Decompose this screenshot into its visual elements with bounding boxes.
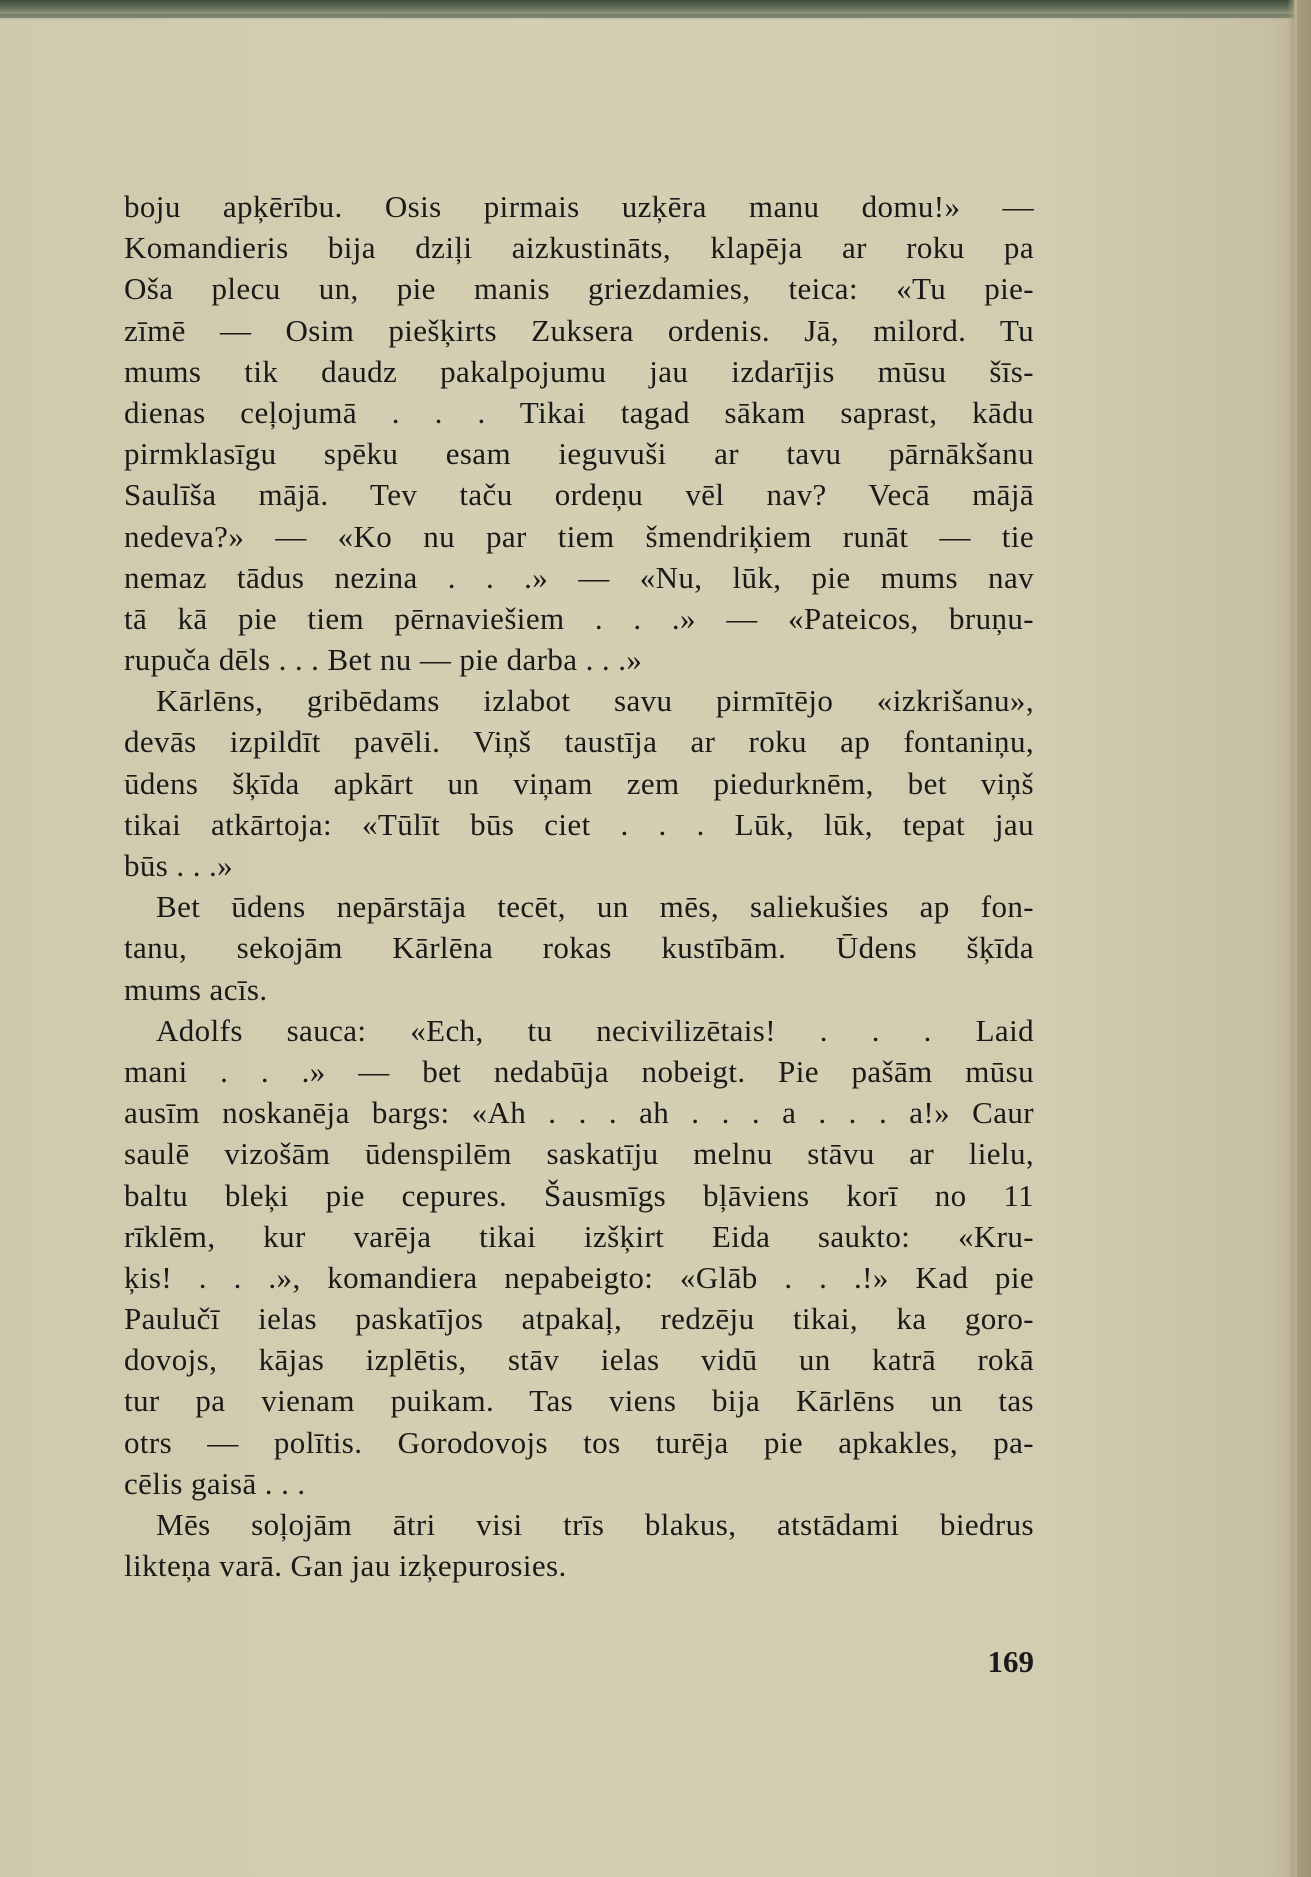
page-top-edge-line [0,14,1311,18]
text-line: pirmklasīgu spēku esam ieguvuši ar tavu pārnākšanu [124,436,1034,472]
text-line: ausīm noskanēja bargs: «Ah . . . ah . . . a . . . a!» Caur [124,1095,1034,1131]
text-line: Kārlēns, gribēdams izlabot savu pirmītējo «izkrišanu», [156,683,1034,719]
text-line: likteņa varā. Gan jau izķepurosies. [124,1548,567,1584]
page-number: 169 [987,1644,1034,1679]
text-line: zīmē — Osim piešķirts Zuksera ordenis. Jā, milord. Tu [124,312,1034,348]
text-line: mani . . .» — bet nedabūja nobeigt. Pie pašām mūsu [124,1053,1034,1089]
text-line: Adolfs sauca: «Ech, tu necivilizētais! . . . Laid [156,1012,1034,1048]
text-line: mums acīs. [124,971,268,1007]
text-line: dovojs, kājas izplētis, stāv ielas vidū un katrā rokā [124,1342,1034,1378]
text-line: rīklēm, kur varēja tikai izšķirt Eida saukto: «Kru- [124,1218,1034,1254]
text-line: Paulučī ielas paskatījos atpakaļ, redzēju tikai, ka goro- [124,1301,1034,1337]
text-line: dienas ceļojumā . . . Tikai tagad sākam saprast, kādu [124,394,1034,430]
text-line: nemaz tādus nezina . . .» — «Nu, lūk, pie mums nav [124,559,1034,595]
text-line: tur pa vienam puikam. Tas viens bija Kārlēns un tas [124,1383,1034,1419]
text-line: ķis! . . .», komandiera nepabeigto: «Glāb . . .!» Kad pie [124,1259,1034,1295]
page-right-edge-line [1294,0,1297,1877]
text-line: ūdens šķīda apkārt un viņam zem piedurknēm, bet viņš [124,765,1034,801]
text-line: tikai atkārtoja: «Tūlīt būs ciet . . . Lūk, lūk, tepat jau [124,806,1034,842]
text-line: būs . . .» [124,848,234,883]
body-text [124,186,1034,1586]
text-line: tā kā pie tiem pērnaviešiem . . .» — «Pateicos, bruņu- [124,600,1034,636]
text-line: nedeva?» — «Ko nu par tiem šmendriķiem runāt — tie [124,518,1034,554]
text-line: Saulīša mājā. Tev taču ordeņu vēl nav? Vecā mājā [124,477,1034,513]
text-line: otrs — polītis. Gorodovojs tos turēja pie apkakles, pa- [124,1424,1034,1460]
text-line: saulē vizošām ūdenspilēm saskatīju melnu stāvu ar lielu, [124,1136,1034,1172]
text-line: Mēs soļojām ātri visi trīs blakus, atstādami biedrus [156,1507,1034,1542]
page-right-edge [1287,0,1311,1877]
text-line: mums tik daudz pakalpojumu jau izdarījis mūsu šīs- [124,353,1034,389]
text-line: baltu bleķi pie cepures. Šausmīgs bļāviens korī no 11 [124,1177,1034,1213]
text-line: boju apķērību. Osis pirmais uzķēra manu domu!» — [124,189,1034,224]
text-line: tanu, sekojām Kārlēna rokas kustībām. Ūdens šķīda [124,930,1034,966]
text-line: Oša plecu un, pie manis griezdamies, teica: «Tu pie- [124,271,1034,307]
text-line: Komandieris bija dziļi aizkustināts, klapēja ar roku pa [124,230,1034,266]
text-line: rupuča dēls . . . Bet nu — pie darba . . .» [124,642,643,678]
text-line: Bet ūdens nepārstāja tecēt, un mēs, saliekušies ap fon- [156,889,1034,925]
text-line: devās izpildīt pavēli. Viņš taustīja ar roku ap fontaniņu, [124,724,1034,760]
text-line: cēlis gaisā . . . [124,1465,306,1501]
